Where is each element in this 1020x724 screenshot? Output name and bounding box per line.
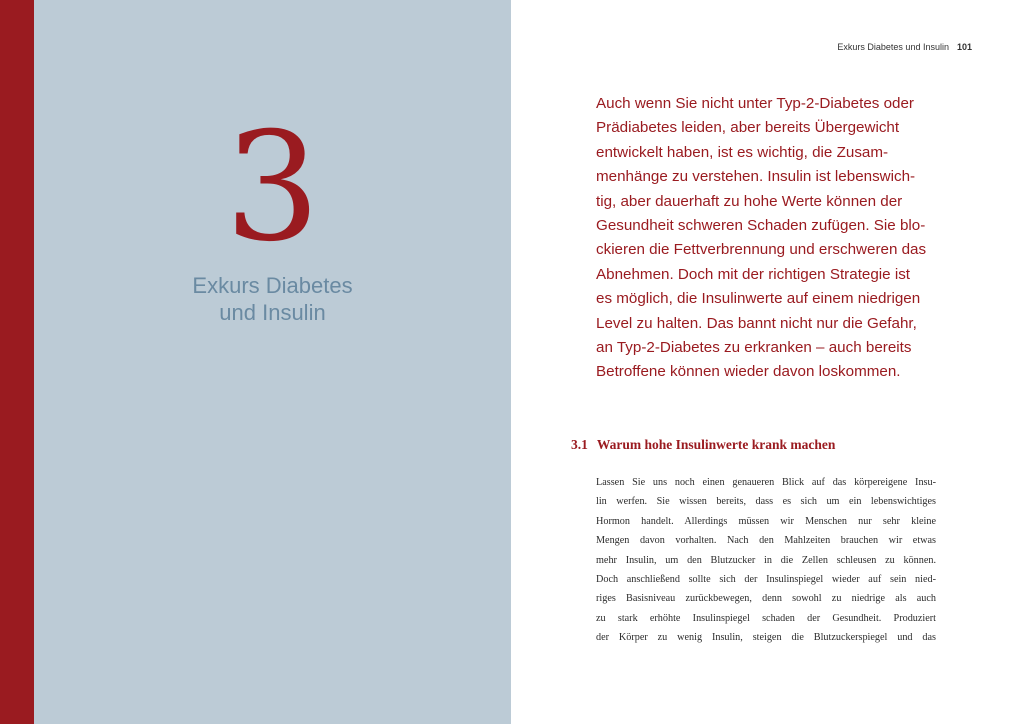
intro-line: menhänge zu verstehen. Insulin ist lebenswich- [596, 168, 916, 186]
section-heading [571, 437, 835, 453]
intro-line: Abnehmen. Doch mit der richtigen Strategie ist [596, 265, 911, 283]
intro-line: Prädiabetes leiden, aber bereits Übergewicht [596, 119, 900, 137]
chapter-number: 3 [224, 101, 321, 275]
intro-line: es möglich, die Insulinwerte auf einem niedrigen [596, 290, 921, 308]
body-paragraph [596, 473, 936, 648]
chapter-title [34, 272, 511, 326]
intro-line: entwickelt haben, ist es wichtig, die Zusam- [596, 143, 889, 161]
left-page [34, 0, 511, 724]
section-number: 3.1 [571, 437, 588, 452]
body-line: Doch anschließend sollte sich der Insulinspiegel wieder auf sein nied- [596, 574, 936, 586]
intro-line: Level zu halten. Das bannt nicht nur die Gefahr, [596, 314, 917, 332]
body-line: der Körper zu wenig Insulin, steigen die Blutzuckerspiegel und das [596, 632, 936, 644]
intro-line: Gesundheit schweren Schaden zufügen. Sie blo- [596, 217, 926, 235]
body-line: riges Basisniveau zurückbewegen, denn sowohl zu niedrige als auch [596, 593, 936, 605]
right-page [511, 0, 1020, 724]
body-line: Hormon handelt. Allerdings müssen wir Menschen nur sehr kleine [596, 515, 936, 527]
intro-line: ckieren die Fettverbrennung und erschweren das [596, 241, 927, 259]
book-spine-bar [0, 0, 34, 724]
running-header [837, 42, 972, 52]
body-line: lin werfen. Sie wissen bereits, dass es sich um ein lebenswichtiges [596, 496, 936, 508]
page-number: 101 [956, 42, 972, 52]
intro-line: Auch wenn Sie nicht unter Typ-2-Diabetes oder [596, 95, 914, 112]
body-line: zu stark erhöhte Insulinspiegel schaden der Gesundheit. Produziert [596, 612, 936, 624]
chapter-title-line: Exkurs Diabetes [192, 273, 353, 298]
section-title: Warum hohe Insulinwerte krank machen [596, 437, 836, 452]
body-line: Lassen Sie uns noch einen genaueren Blick auf das körpereigene Insu- [596, 477, 936, 488]
intro-line: tig, aber dauerhaft zu hohe Werte können der [596, 192, 903, 210]
intro-line: Betroffene können wieder davon loskommen. [596, 363, 901, 381]
chapter-title-line: und Insulin [219, 300, 326, 325]
body-line: mehr Insulin, um den Blutzucker in die Zellen schleusen zu können. [596, 554, 936, 566]
running-header-title: Exkurs Diabetes und Insulin [837, 42, 949, 52]
body-line: Mengen davon vorhalten. Nach den Mahlzeiten brauchen wir etwas [596, 535, 936, 547]
intro-line: an Typ-2-Diabetes zu erkranken – auch bereits [596, 339, 912, 357]
intro-paragraph [596, 92, 956, 385]
